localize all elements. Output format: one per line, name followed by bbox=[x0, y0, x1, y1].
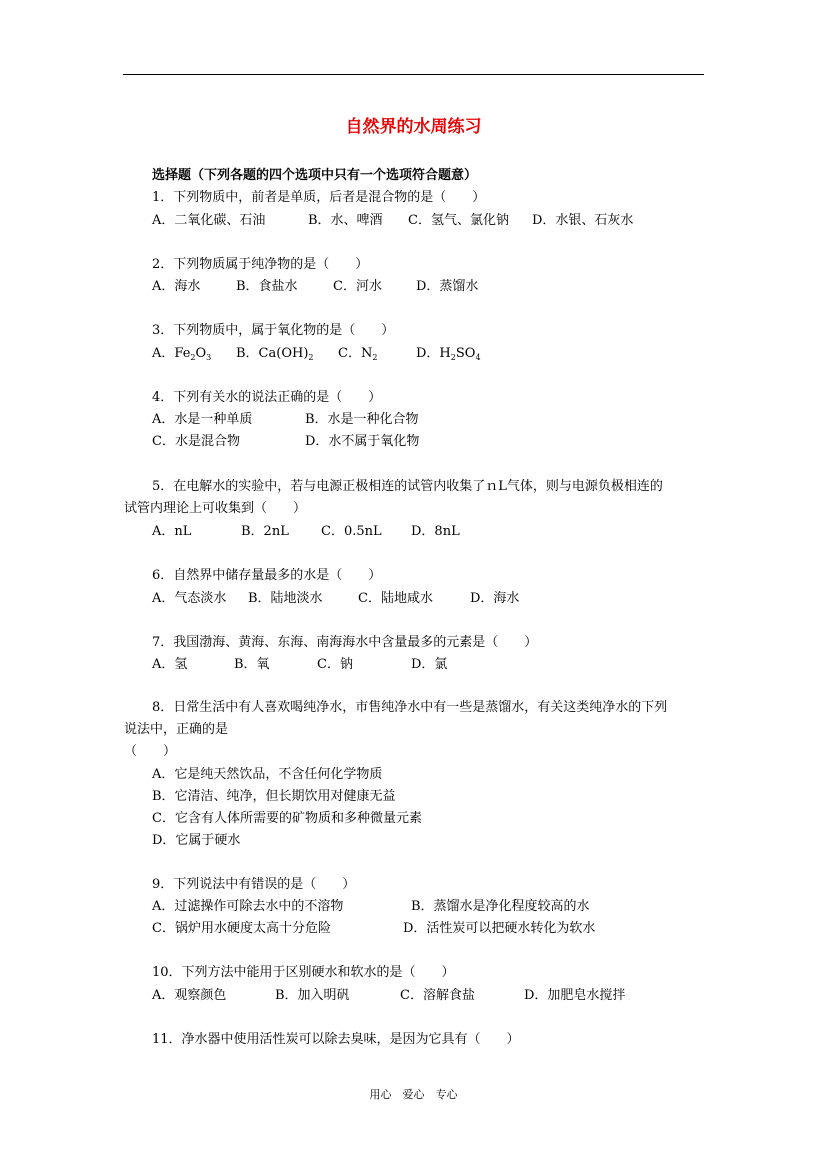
question-4-option-d: D．水不属于氧化物 bbox=[305, 434, 420, 449]
question-2-option-b: B．食盐水 bbox=[236, 279, 298, 294]
question-10-stem: 10．下列方法中能用于区别硬水和软水的是（ ） bbox=[152, 965, 455, 980]
question-5-stem-line2: 试管内理论上可收集到（ ） bbox=[124, 501, 307, 516]
question-8-option-c: C．它含有人体所需要的矿物质和多种微量元素 bbox=[152, 811, 422, 826]
question-8-answer-blank: （ ） bbox=[124, 744, 177, 759]
question-3-option-a: A．$Fe_2O_3$ bbox=[152, 346, 212, 362]
question-5-option-b: B．2nL bbox=[241, 524, 289, 539]
question-8-option-b: B．它清洁、纯净，但长期饮用对健康无益 bbox=[152, 789, 396, 804]
question-7-option-d: D．氯 bbox=[411, 657, 448, 672]
question-6-option-a: A．气态淡水 bbox=[152, 591, 227, 606]
question-4-option-a: A．水是一种单质 bbox=[152, 412, 253, 427]
question-3-option-d: D．$H_2SO_4$ bbox=[416, 346, 481, 362]
question-4-stem: 4．下列有关水的说法正确的是（ ） bbox=[152, 390, 382, 405]
question-2-option-d: D．蒸馏水 bbox=[416, 279, 479, 294]
question-9-option-c: C．锅炉用水硬度太高十分危险 bbox=[152, 921, 331, 936]
question-11-stem: 11．净水器中使用活性炭可以除去臭味，是因为它具有（ ） bbox=[152, 1032, 520, 1047]
question-2-stem: 2．下列物质属于纯净物的是（ ） bbox=[152, 257, 369, 272]
question-8-option-d: D．它属于硬水 bbox=[152, 833, 241, 848]
question-7-option-b: B．氧 bbox=[234, 657, 270, 672]
question-1-option-d: D．水银、石灰水 bbox=[532, 213, 634, 228]
question-8-stem-line1: 8．日常生活中有人喜欢喝纯净水，市售纯净水中有一些是蒸馏水，有关这类纯净水的下列 bbox=[152, 700, 668, 715]
question-7-stem: 7．我国渤海、黄海、东海、南海海水中含量最多的元素是（ ） bbox=[152, 635, 538, 650]
question-5-option-a: A．nL bbox=[152, 524, 192, 539]
question-10-option-b: B．加入明矾 bbox=[275, 988, 350, 1003]
question-6-stem: 6．自然界中储存量最多的水是（ ） bbox=[152, 568, 382, 583]
question-7-option-a: A．氢 bbox=[152, 657, 188, 672]
question-3-option-b: B．$Ca(OH)_2$ bbox=[236, 346, 314, 362]
question-1-stem: 1．下列物质中，前者是单质，后者是混合物的是（ ） bbox=[152, 190, 486, 205]
question-1-option-c: C．氢气、氯化钠 bbox=[408, 213, 509, 228]
question-4-option-c: C．水是混合物 bbox=[152, 434, 240, 449]
question-5-option-d: D．8nL bbox=[411, 524, 460, 539]
page-footer: 用心 爱心 专心 bbox=[369, 1088, 458, 1101]
question-3-stem: 3．下列物质中，属于氧化物的是（ ） bbox=[152, 323, 395, 338]
question-9-stem: 9．下列说法中有错误的是（ ） bbox=[152, 877, 356, 892]
question-1-option-a: A．二氧化碳、石油 bbox=[152, 213, 266, 228]
question-7-option-c: C．钠 bbox=[317, 657, 353, 672]
question-10-option-a: A．观察颜色 bbox=[152, 988, 227, 1003]
question-6-option-b: B．陆地淡水 bbox=[248, 591, 323, 606]
question-5-option-c: C．0.5nL bbox=[321, 524, 382, 539]
question-6-option-c: C．陆地咸水 bbox=[358, 591, 433, 606]
question-9-option-b: B．蒸馏水是净化程度较高的水 bbox=[411, 899, 590, 914]
page-title: 自然界的水周练习 bbox=[345, 117, 482, 137]
question-5-stem-line1: 5．在电解水的实验中，若与电源正极相连的试管内收集了ｎL气体，则与电源负极相连的 bbox=[152, 479, 663, 494]
question-9-option-a: A．过滤操作可除去水中的不溶物 bbox=[152, 899, 344, 914]
question-8-option-a: A．它是纯天然饮品，不含任何化学物质 bbox=[152, 767, 383, 782]
question-10-option-d: D．加肥皂水搅拌 bbox=[524, 988, 626, 1003]
question-4-option-b: B．水是一种化合物 bbox=[305, 412, 419, 427]
question-6-option-d: D．海水 bbox=[470, 591, 520, 606]
question-2-option-c: C．河水 bbox=[333, 279, 382, 294]
section-heading: 选择题（下列各题的四个选项中只有一个选项符合题意） bbox=[152, 168, 478, 183]
question-1-option-b: B．水、啤酒 bbox=[308, 213, 383, 228]
question-10-option-c: C．溶解食盐 bbox=[400, 988, 475, 1003]
header-rule bbox=[123, 74, 704, 75]
question-8-stem-line2: 说法中，正确的是 bbox=[124, 722, 229, 737]
question-9-option-d: D．活性炭可以把硬水转化为软水 bbox=[403, 921, 596, 936]
question-3-option-c: C．$N_2$ bbox=[338, 346, 378, 362]
question-2-option-a: A．海水 bbox=[152, 279, 201, 294]
